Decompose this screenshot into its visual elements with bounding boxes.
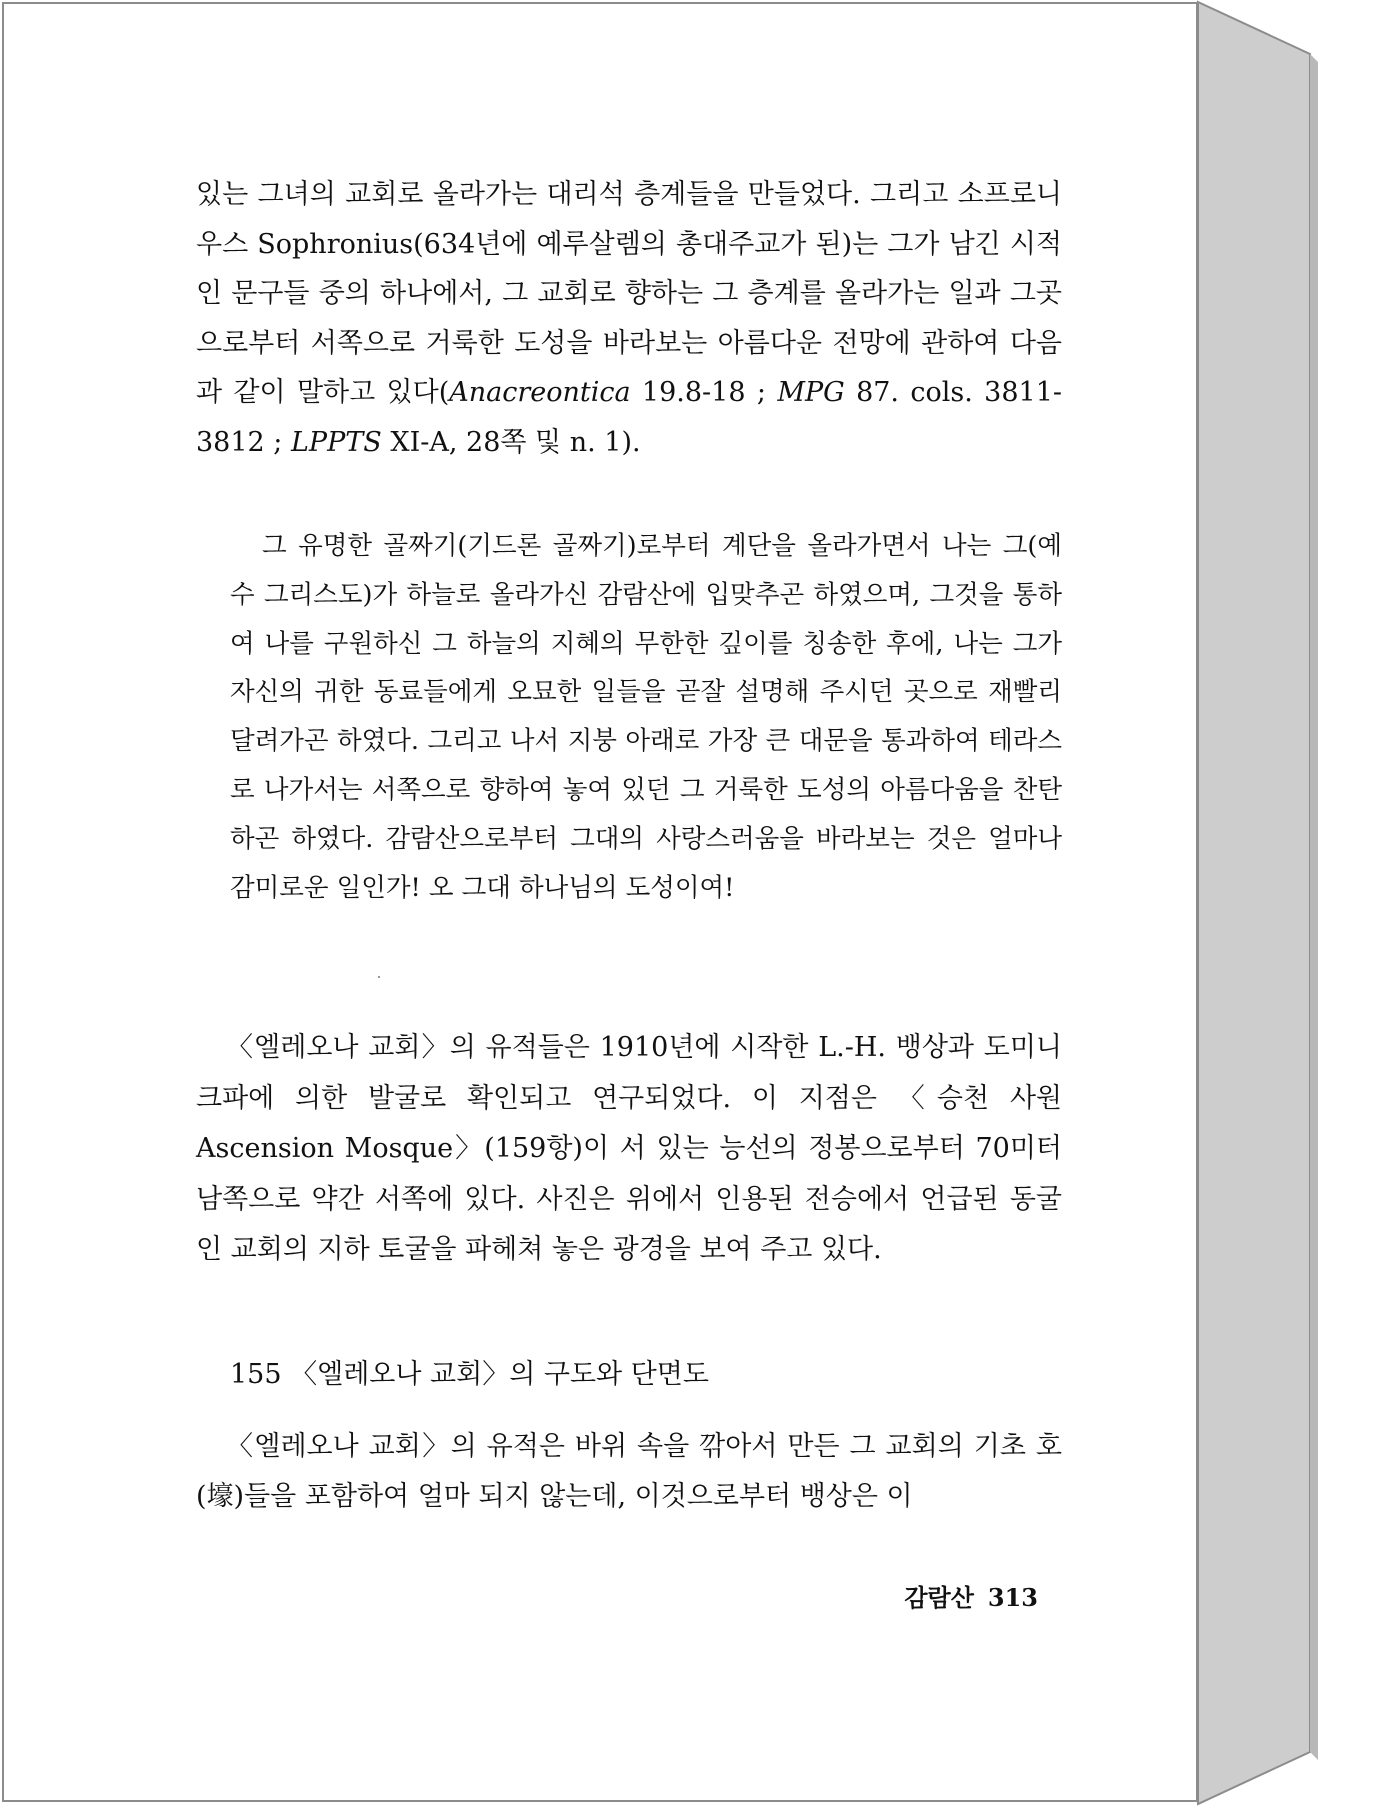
paragraph-intro [196,170,1062,467]
citation-mpg: MPG [777,377,845,408]
paragraph-intro-text-c: 87. cols. 3811-3812 ; [196,377,1062,458]
page-number: 313 [987,1583,1038,1612]
paragraph-excavation: 〈엘레오나 교회〉의 유적들은 1910년에 시작한 L.-H. 뱅상과 도미니크파에 의한 발굴로 확인되고 연구되었다. 이 지점은 〈승천 사원 Ascension Mosque〉(159항)이 서 있는 능선의 정봉으로부터 70미터 남쪽으로 약간 서쪽에 있다. 사진은 위에서 인용된 전승에서 언급된 동굴인 교회의 지하 토굴을 파헤쳐 놓은 광경을 보여 주고 있다. [196,1032,1062,1265]
citation-anacreontica: Anacreontica [449,377,631,408]
paragraph-remains: 〈엘레오나 교회〉의 유적은 바위 속을 깎아서 만든 그 교회의 기초 호(壕)들을 포함하여 얼마 되지 않는데, 이것으로부터 뱅상은 이 [196,1431,1062,1512]
print-speck [378,976,380,978]
block-quote-sophronius: 그 유명한 골짜기(기드론 골짜기)로부터 계단을 올라가면서 나는 그(예수 그리스도)가 하늘로 올라가신 감람산에 입맞추곤 하였으며, 그것을 통하여 나를 구원하신 그 하늘의 지혜의 무한한 깊이를 칭송한 후에, 나는 그가 자신의 귀한 동료들에게 오묘한 일들을 곧잘 설명해 주시던 곳으로 재빨리 달려가곤 하였다. 그리고 나서 지붕 아래로 가장 큰 대문을 통과하여 테라스로 나가서는 서쪽으로 향하여 놓여 있던 그 거룩한 도성의 아름다움을 찬탄하곤 하였다. 감람산으로부터 그대의 사랑스러움을 바라보는 것은 얼마나 감미로운 일인가! 오 그대 하나님의 도성이여! [230,531,1062,903]
figure-caption: 155 〈엘레오나 교회〉의 구도와 단면도 [230,1359,709,1390]
paragraph-intro-text-b: 19.8-18 ; [630,377,778,408]
running-head: 감람산 [904,1583,974,1612]
page-footer [800,1578,1038,1613]
paragraph-intro-text-a: 있는 그녀의 교회로 올라가는 대리석 층계들을 만들었다. 그리고 소프로니우스 Sophronius(634년에 예루살렘의 총대주교가 된)는 그가 남긴 시적인 문구들 중의 하나에서, 그 교회로 향하는 그 층계를 올라가는 일과 그곳으로부터 서쪽으로 거룩한 도성을 바라보는 아름다운 전망에 관하여 다음과 같이 말하고 있다( [196,179,1062,408]
citation-lppts: LPPTS [290,426,382,458]
paragraph-intro-text-d: XI-A, 28쪽 및 n. 1). [381,426,641,458]
